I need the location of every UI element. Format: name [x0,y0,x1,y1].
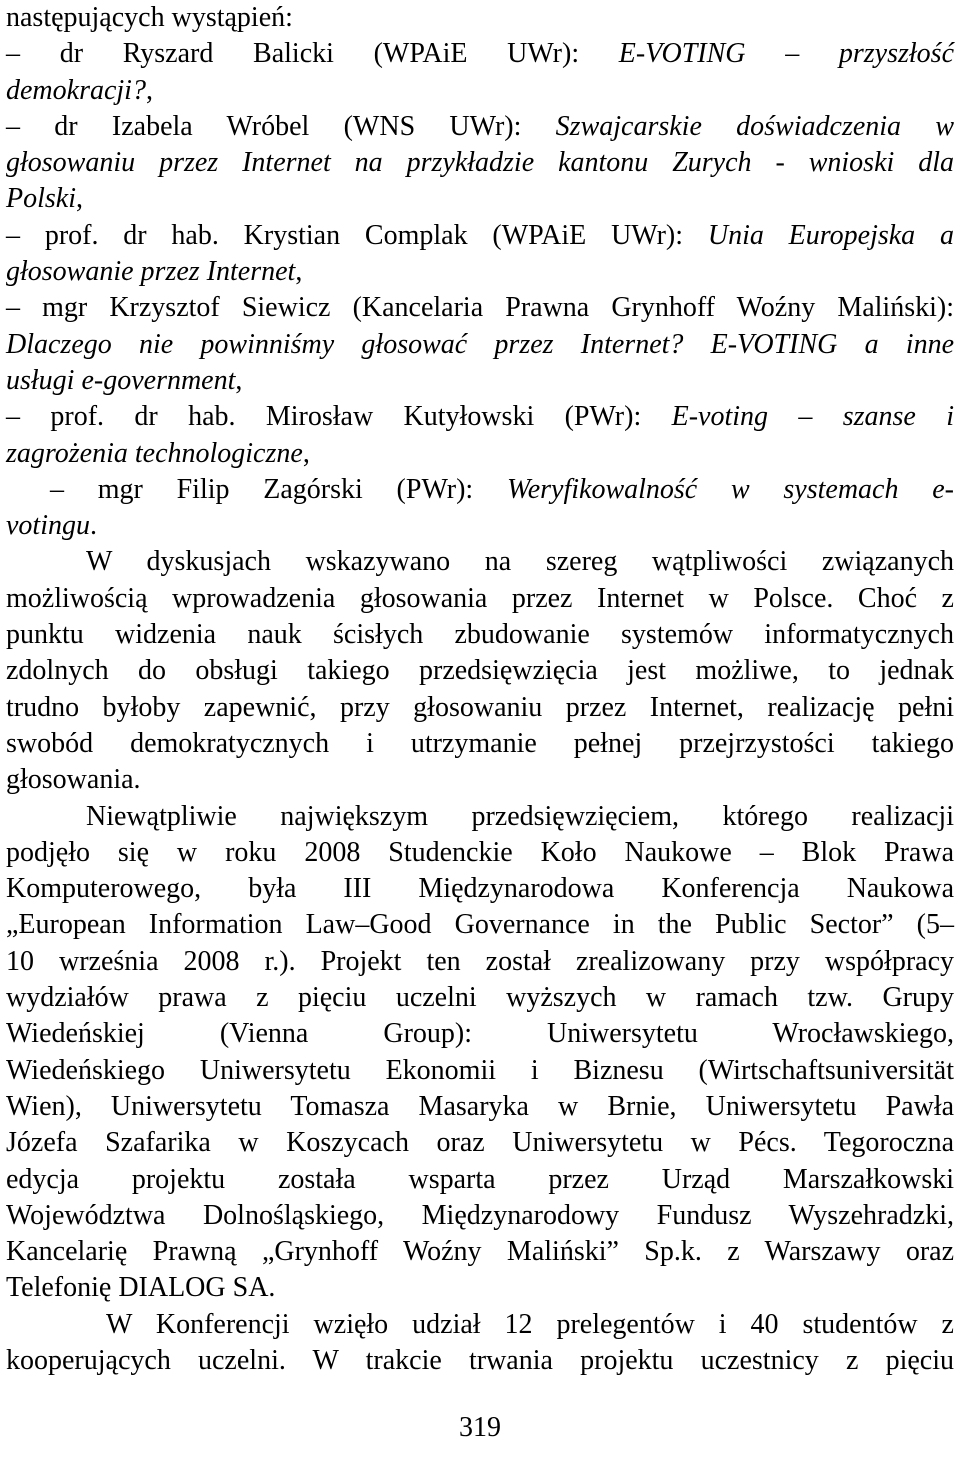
italic-text: demokracji? [6,74,146,106]
text-run: Województwa Dolnośląskiego, Międzynarodowy Fundusz Wyszehradzki, [6,1199,954,1231]
text-run: – dr Ryszard Balicki (WPAiE UWr): [6,38,619,70]
text-run: , [76,183,83,215]
italic-text: Unia Europejska a [707,219,954,251]
italic-text: Weryfikowalność w systemach e- [506,473,954,505]
text-run: podjęło się w roku 2008 Studenckie Koło Naukowe – Blok Prawa [6,836,954,868]
text-line [6,944,954,980]
text-run: , [295,256,303,288]
text-line [6,363,954,399]
text-run: Wien), Uniwersytetu Tomasza Masaryka w Brnie, Uniwersytetu Pawła [6,1090,954,1122]
text-run: W dyskusjach wskazywano na szereg wątpliwości związanych [86,546,954,578]
text-line [6,1343,954,1379]
text-run: trudno byłoby zapewnić, przy głosowaniu przez Internet, realizację pełni [6,691,954,723]
text-run: . [90,510,97,542]
text-line [6,1270,954,1306]
text-line [6,907,954,943]
text-line [6,327,954,363]
text-line [6,0,954,36]
text-run: Telefonię DIALOG SA. [6,1272,276,1304]
text-line [6,290,954,326]
text-run: swobód demokratycznych i utrzymanie pełnej przejrzystości takiego [6,727,954,759]
text-line [6,508,954,544]
text-line [6,73,954,109]
text-line [6,653,954,689]
text-line [6,980,954,1016]
text-run: , [235,364,243,396]
text-run: głosowania. [6,764,141,796]
text-run: możliwością wprowadzenia głosowania przez Internet w Polsce. Choć z [6,582,954,614]
italic-text: głosowaniu przez Internet na przykładzie kantonu Zurych - wnioski dla [6,147,954,179]
italic-text: głosowanie przez Internet [6,256,296,288]
text-run: edycja projektu została wsparta przez Urząd Marszałkowski [6,1163,954,1195]
text-line [6,399,954,435]
text-line [6,581,954,617]
italic-text: votingu [6,510,90,542]
text-line [6,544,954,580]
text-line [6,472,954,508]
text-line [6,145,954,181]
text-line [6,762,954,798]
text-run: Wiedeńskiego Uniwersytetu Ekonomii i Biznesu (Wirtschaftsuniversität [6,1054,954,1086]
text-run: – prof. dr hab. Krystian Complak (WPAiE UWr): [6,219,708,251]
text-line [6,254,954,290]
text-run: następujących wystąpień: [6,2,293,33]
text-line [6,1198,954,1234]
text-line [6,1125,954,1161]
italic-text: E-voting – szanse i [671,401,955,433]
italic-text: zagrożenia technologiczne [6,437,303,469]
text-line [6,436,954,472]
text-run: Komputerowego, była III Międzynarodowa Konferencja Naukowa [6,873,954,905]
text-run: zdolnych do obsługi takiego przedsięwzięcia jest możliwe, to jednak [6,655,954,687]
italic-text: E-VOTING – przyszłość [618,38,955,70]
text-line [6,1053,954,1089]
text-line [6,799,954,835]
text-run: punktu widzenia nauk ścisłych zbudowanie systemów informatycznych [6,619,954,651]
text-run: wydziałów prawa z pięciu uczelni wyższych w ramach tzw. Grupy [6,982,954,1014]
italic-text: Dlaczego nie powinniśmy głosować przez Internet? E-VOTING a inne [6,328,954,360]
text-run: , [145,74,153,106]
text-run: kooperujących uczelni. W trakcie trwania projektu uczestnicy z pięciu [6,1344,954,1376]
page-number: 319 [459,1412,501,1443]
text-run: 10 września 2008 r.). Projekt ten został zrealizowany przy współpracy [6,945,954,977]
text-line [6,36,954,72]
text-line [6,1162,954,1198]
text-run: W Konferencji wzięło udział 12 prelegentów i 40 studentów z [106,1308,954,1340]
document-page [6,0,954,1379]
text-line [6,835,954,871]
text-line [6,617,954,653]
text-line [6,726,954,762]
text-line [6,1089,954,1125]
text-run: – mgr Krzysztof Siewicz (Kancelaria Prawna Grynhoff Woźny Maliński): [6,292,954,324]
text-line [6,1234,954,1270]
text-line [6,181,954,217]
italic-text: Polski [6,183,76,215]
text-run: Wiedeńskiej (Vienna Group): Uniwersytetu Wrocławskiego, [6,1018,954,1050]
text-line [6,109,954,145]
text-line [6,690,954,726]
text-line [6,218,954,254]
text-run: Kancelarię Prawną „Grynhoff Woźny Maliński” Sp.k. z Warszawy oraz [6,1236,954,1268]
italic-text: Szwajcarskie doświadczenia w [555,110,954,142]
text-run: – mgr Filip Zagórski (PWr): [50,473,507,505]
text-line [6,871,954,907]
text-line [6,1016,954,1052]
text-run: Józefa Szafarika w Koszycach oraz Uniwersytetu w Pécs. Tegoroczna [6,1127,954,1159]
text-run: , [302,437,310,469]
text-run: – dr Izabela Wróbel (WNS UWr): [6,110,556,142]
text-run: „European Information Law–Good Governance in the Public Sector” (5– [6,909,954,941]
italic-text: usługi e-government [6,364,236,396]
text-run: Niewątpliwie największym przedsięwzięciem, którego realizacji [86,800,954,832]
text-line [6,1307,954,1343]
text-run: – prof. dr hab. Mirosław Kutyłowski (PWr): [6,401,672,433]
